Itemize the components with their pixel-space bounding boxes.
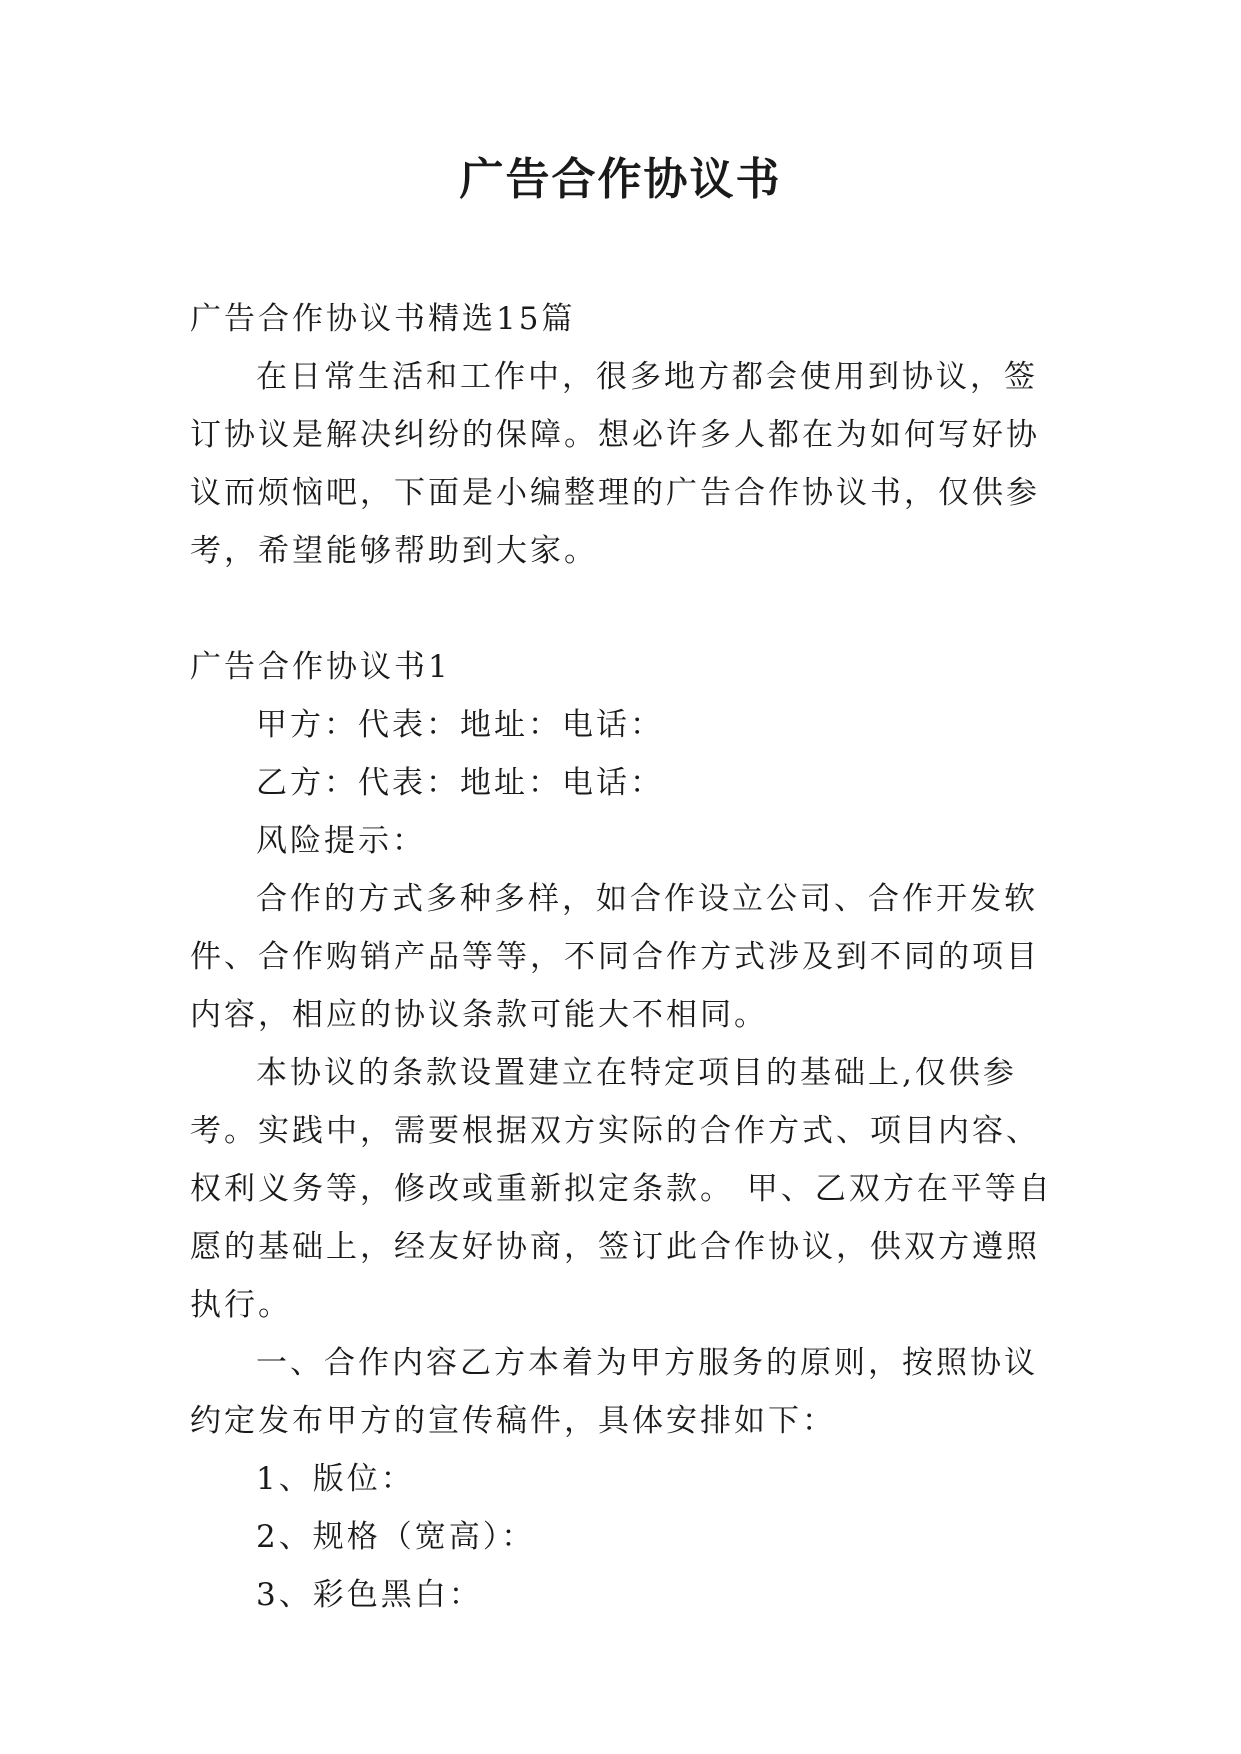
clause-item-2: 2、规格（宽高）： — [256, 1519, 536, 1555]
risk-label: 风险提示： — [256, 823, 426, 859]
section-heading: 广告合作协议书1 — [190, 649, 451, 685]
party-b-line: 乙方：代表：地址：电话： — [256, 765, 664, 801]
risk-paragraph-1: 合作的方式多种多样，如合作设立公司、合作开发软件、合作购销产品等等，不同合作方式涉及到不同的项目内容，相应的协议条款可能大不相同。 — [190, 881, 1040, 1033]
intro-paragraph: 在日常生活和工作中，很多地方都会使用到协议，签订协议是解决纠纷的保障。想必许多人都在为如何写好协议而烦恼吧，下面是小编整理的广告合作协议书，仅供参考，希望能够帮助到大家。 — [190, 359, 1040, 569]
intro-heading: 广告合作协议书精选15篇 — [190, 301, 576, 337]
clause-1: 一、合作内容乙方本着为甲方服务的原则，按照协议约定发布甲方的宣传稿件，具体安排如下： — [190, 1345, 1038, 1439]
party-a-line: 甲方：代表：地址：电话： — [256, 707, 664, 743]
clause-item-1: 1、版位： — [256, 1461, 415, 1497]
clause-item-3: 3、彩色黑白： — [256, 1577, 483, 1613]
paragraph-gap — [190, 580, 1070, 638]
document-body — [190, 290, 1070, 1624]
risk-paragraph-2: 本协议的条款设置建立在特定项目的基础上,仅供参考。实践中，需要根据双方实际的合作方式、项目内容、权利义务等，修改或重新拟定条款。 甲、乙双方在平等自愿的基础上，经友好协商，签订此合作协议，供双方遵照执行。 — [190, 1055, 1053, 1323]
document-title: 广告合作协议书 — [459, 154, 782, 205]
